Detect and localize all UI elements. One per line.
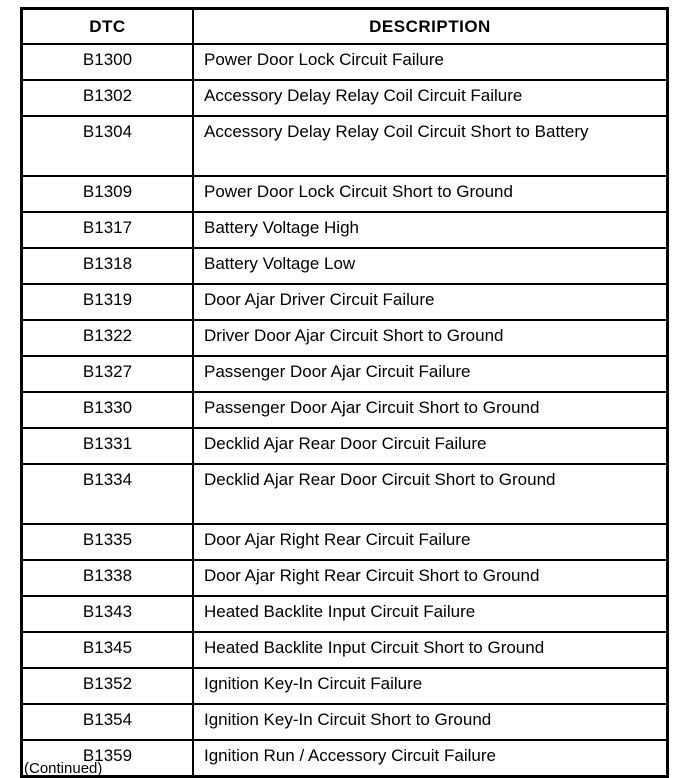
dtc-description: Power Door Lock Circuit Failure bbox=[193, 44, 668, 80]
dtc-description: Passenger Door Ajar Circuit Short to Ground bbox=[193, 392, 668, 428]
dtc-code: B1327 bbox=[22, 356, 194, 392]
dtc-description: Ignition Key-In Circuit Short to Ground bbox=[193, 704, 668, 740]
dtc-description: Heated Backlite Input Circuit Short to Ground bbox=[193, 632, 668, 668]
dtc-code: B1331 bbox=[22, 428, 194, 464]
table-row bbox=[22, 320, 668, 356]
table-row bbox=[22, 392, 668, 428]
dtc-code: B1330 bbox=[22, 392, 194, 428]
table-row bbox=[22, 560, 668, 596]
dtc-code: B1309 bbox=[22, 176, 194, 212]
dtc-code: B1300 bbox=[22, 44, 194, 80]
dtc-code: B1317 bbox=[22, 212, 194, 248]
dtc-description: Battery Voltage Low bbox=[193, 248, 668, 284]
table-row bbox=[22, 284, 668, 320]
table-row bbox=[22, 704, 668, 740]
table-row bbox=[22, 176, 668, 212]
dtc-description: Decklid Ajar Rear Door Circuit Short to Ground bbox=[193, 464, 668, 524]
dtc-description: Battery Voltage High bbox=[193, 212, 668, 248]
dtc-code: B1352 bbox=[22, 668, 194, 704]
table-row bbox=[22, 668, 668, 704]
dtc-description: Driver Door Ajar Circuit Short to Ground bbox=[193, 320, 668, 356]
dtc-description: Accessory Delay Relay Coil Circuit Short to Battery bbox=[193, 116, 668, 176]
dtc-description: Ignition Key-In Circuit Failure bbox=[193, 668, 668, 704]
dtc-description: Heated Backlite Input Circuit Failure bbox=[193, 596, 668, 632]
table-row bbox=[22, 80, 668, 116]
table-row bbox=[22, 212, 668, 248]
dtc-code: B1302 bbox=[22, 80, 194, 116]
dtc-code: B1334 bbox=[22, 464, 194, 524]
table-row bbox=[22, 464, 668, 524]
dtc-code: B1322 bbox=[22, 320, 194, 356]
dtc-code: B1319 bbox=[22, 284, 194, 320]
dtc-code: B1345 bbox=[22, 632, 194, 668]
dtc-description: Power Door Lock Circuit Short to Ground bbox=[193, 176, 668, 212]
dtc-description: Door Ajar Right Rear Circuit Short to Ground bbox=[193, 560, 668, 596]
dtc-column-header: DTC bbox=[22, 9, 194, 45]
table-row bbox=[22, 248, 668, 284]
dtc-code: B1343 bbox=[22, 596, 194, 632]
table-row bbox=[22, 428, 668, 464]
dtc-description: Decklid Ajar Rear Door Circuit Failure bbox=[193, 428, 668, 464]
dtc-table bbox=[20, 7, 669, 778]
dtc-description: Accessory Delay Relay Coil Circuit Failure bbox=[193, 80, 668, 116]
table-row bbox=[22, 356, 668, 392]
dtc-code: B1354 bbox=[22, 704, 194, 740]
dtc-code: B1359 bbox=[22, 740, 194, 777]
table-row bbox=[22, 632, 668, 668]
continued-note: (Continued) bbox=[24, 760, 103, 777]
table-row bbox=[22, 596, 668, 632]
dtc-description: Door Ajar Driver Circuit Failure bbox=[193, 284, 668, 320]
table-header-row bbox=[22, 9, 668, 45]
table-row bbox=[22, 524, 668, 560]
dtc-description: Passenger Door Ajar Circuit Failure bbox=[193, 356, 668, 392]
dtc-description: Ignition Run / Accessory Circuit Failure bbox=[193, 740, 668, 777]
dtc-description: Door Ajar Right Rear Circuit Failure bbox=[193, 524, 668, 560]
table-row bbox=[22, 44, 668, 80]
dtc-code: B1338 bbox=[22, 560, 194, 596]
dtc-code: B1304 bbox=[22, 116, 194, 176]
table-row bbox=[22, 740, 668, 777]
dtc-code: B1318 bbox=[22, 248, 194, 284]
description-column-header: DESCRIPTION bbox=[193, 9, 668, 45]
dtc-code: B1335 bbox=[22, 524, 194, 560]
table-row bbox=[22, 116, 668, 176]
